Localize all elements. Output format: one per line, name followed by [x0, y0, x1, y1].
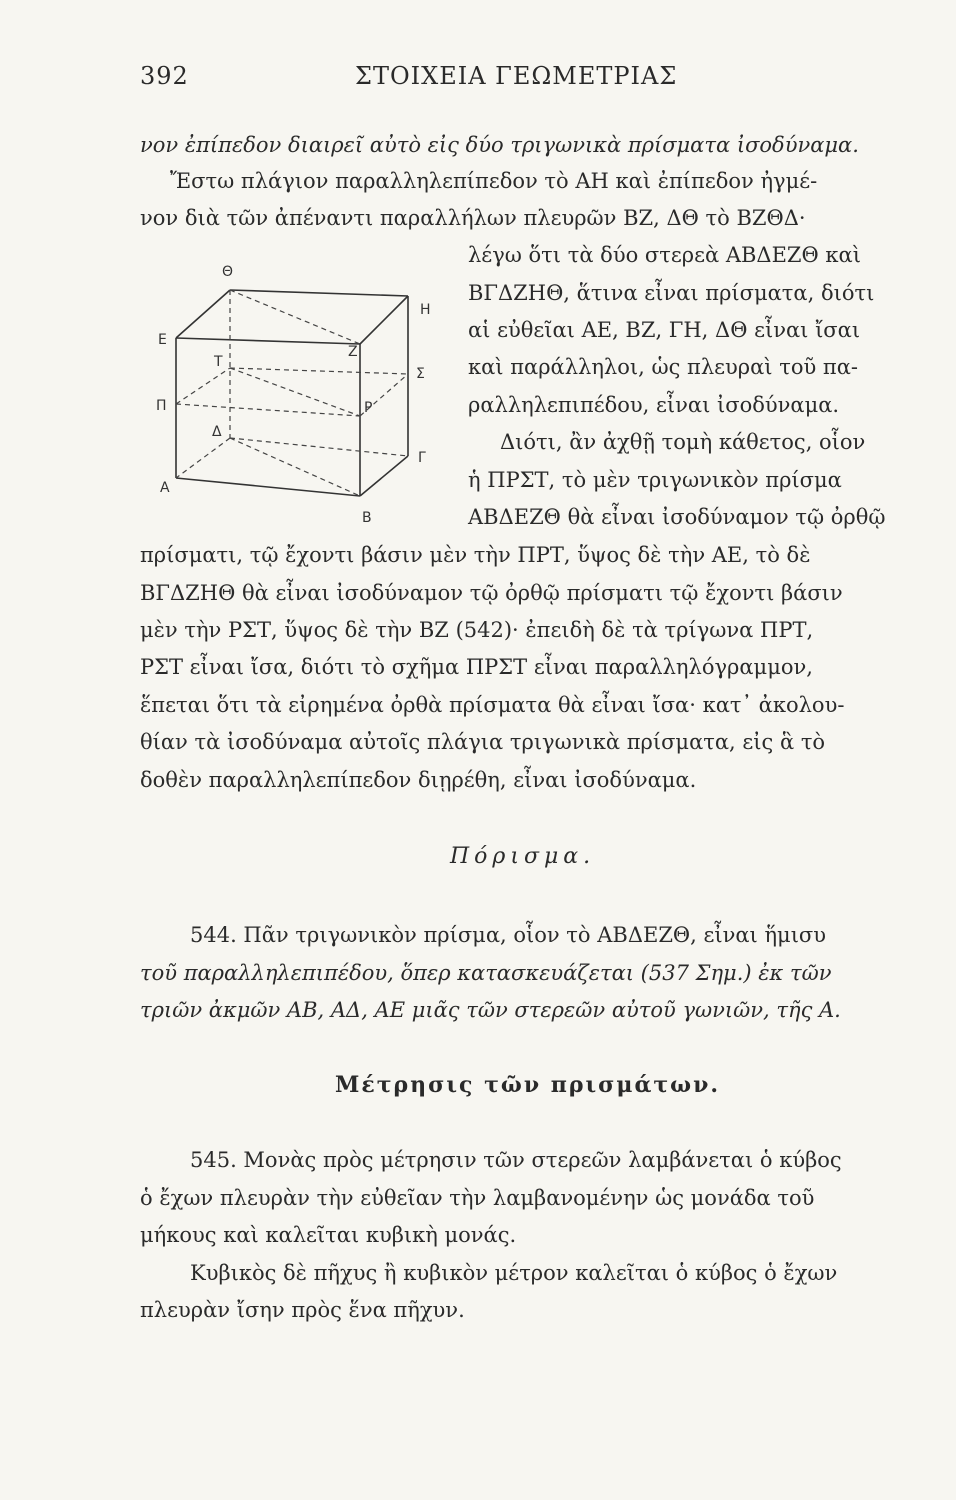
- text-line-10: ἡ ΠΡΣΤ, τὸ μὲν τριγωνικὸν πρίσμα: [468, 468, 842, 492]
- text-line-11: ΑΒΔΕΖΘ θὰ εἶναι ἰσοδύναμον τῷ ὀρθῷ: [468, 505, 886, 529]
- running-title: ΣΤΟΙΧΕΙΑ ΓΕΩΜΕΤΡΙΑΣ: [355, 62, 678, 90]
- edge-beta-gamma: [360, 456, 408, 496]
- text-line-7: καὶ παράλληλοι, ὡς πλευραὶ τοῦ πα-: [468, 355, 858, 379]
- edge-theta-epsilon: [176, 290, 230, 338]
- label-gamma: Γ: [418, 450, 426, 466]
- text-line-9: Διότι, ἂν ἀχθῇ τομὴ κάθετος, οἷον: [500, 430, 866, 454]
- edge-theta-eta: [230, 290, 408, 296]
- section-line-2: ὁ ἔχων πλευρὰν τὴν εὐθεῖαν τὴν λαμβανομένην ὡς μονάδα τοῦ: [140, 1186, 815, 1210]
- label-epsilon: Ε: [158, 332, 167, 348]
- text-line-2: Ἔστω πλάγιον παραλληλεπίπεδον τὸ ΑΗ καὶ ἐπίπεδον ἠγμέ-: [170, 169, 818, 193]
- label-beta: Β: [362, 510, 372, 526]
- text-line-16: ἕπεται ὅτι τὰ εἰρημένα ὀρθὰ πρίσματα θὰ εἶναι ἴσα· κατ᾽ ἀκολου-: [140, 693, 845, 717]
- section-line-5: πλευρὰν ἴσην πρὸς ἕνα πῆχυν.: [140, 1298, 465, 1322]
- text-line-6: αἱ εὐθεῖαι ΑΕ, ΒΖ, ΓΗ, ΔΘ εἶναι ἴσαι: [468, 318, 861, 342]
- label-tau: Τ: [214, 354, 223, 370]
- label-alpha: Α: [160, 480, 170, 496]
- hidden-edge-delta-gamma: [230, 438, 408, 456]
- figure-drawing: [148, 256, 448, 526]
- label-rho: Ρ: [364, 400, 373, 416]
- text-line-17: θίαν τὰ ἰσοδύναμα αὐτοῖς πλάγια τριγωνικὰ πρίσματα, εἰς ἃ τὸ: [140, 730, 826, 754]
- label-eta: Η: [420, 302, 431, 318]
- section-line-4: Κυβικὸς δὲ πῆχυς ἢ κυβικὸν μέτρον καλεῖται ὁ κύβος ὁ ἔχων: [190, 1261, 838, 1285]
- porisma-line-1: 544. Πᾶν τριγωνικὸν πρίσμα, οἷον τὸ ΑΒΔΕΖΘ, εἶναι ἥμισυ: [190, 923, 827, 947]
- section-line-3: μήκους καὶ καλεῖται κυβικὴ μονάς.: [140, 1223, 517, 1247]
- parallelepiped-figure: [148, 256, 448, 526]
- hidden-edge-delta-alpha: [176, 438, 230, 478]
- label-theta: Θ: [222, 264, 234, 280]
- hidden-diagonal-theta-zeta: [230, 290, 360, 344]
- label-delta: Δ: [212, 424, 222, 440]
- text-line-3: νον διὰ τῶν ἀπέναντι παραλλήλων πλευρῶν ΒΖ, ΔΘ τὸ ΒΖΘΔ·: [140, 206, 806, 230]
- edge-epsilon-zeta: [176, 338, 360, 344]
- text-line-5: ΒΓΔΖΗΘ, ἅτινα εἶναι πρίσματα, διότι: [468, 281, 875, 305]
- porisma-line-2: τοῦ παραλληλεπιπέδου, ὅπερ κατασκευάζεται (537 Σημ.) ἐκ τῶν: [140, 961, 832, 985]
- text-line-12: πρίσματι, τῷ ἔχοντι βάσιν μὲν τὴν ΠΡΤ, ὕψος δὲ τὴν ΑΕ, τὸ δὲ: [140, 543, 811, 567]
- section-line-1: 545. Μονὰς πρὸς μέτρησιν τῶν στερεῶν λαμβάνεται ὁ κύβος: [190, 1148, 842, 1172]
- section-tau-sigma: [230, 368, 408, 374]
- text-line-13: ΒΓΔΖΗΘ θὰ εἶναι ἰσοδύναμον τῷ ὀρθῷ πρίσματι τῷ ἔχοντι βάσιν: [140, 581, 843, 605]
- text-line-4: λέγω ὅτι τὰ δύο στερεὰ ΑΒΔΕΖΘ καὶ: [468, 243, 861, 267]
- section-pi-tau: [176, 368, 230, 404]
- porisma-line-3: τριῶν ἀκμῶν ΑΒ, ΑΔ, ΑΕ μιᾶς τῶν στερεῶν αὐτοῦ γωνιῶν, τῆς Α.: [140, 998, 841, 1022]
- section-heading: Μέτρησις τῶν πρισμάτων.: [335, 1072, 721, 1098]
- text-line-1: νον ἐπίπεδον διαιρεῖ αὐτὸ εἰς δύο τριγωνικὰ πρίσματα ἰσοδύναμα.: [140, 133, 859, 157]
- text-line-15: ΡΣΤ εἶναι ἴσα, διότι τὸ σχῆμα ΠΡΣΤ εἶναι παραλληλόγραμμον,: [140, 655, 813, 679]
- edge-alpha-beta: [176, 478, 360, 496]
- label-pi: Π: [156, 398, 167, 414]
- text-line-8: ραλληλεπιπέδου, εἶναι ἰσοδύναμα.: [468, 393, 840, 417]
- label-zeta: Ζ: [348, 344, 358, 360]
- label-sigma: Σ: [416, 366, 425, 382]
- edge-eta-zeta: [360, 296, 408, 344]
- text-line-14: μὲν τὴν ΡΣΤ, ὕψος δὲ τὴν ΒΖ (542)· ἐπειδὴ δὲ τὰ τρίγωνα ΠΡΤ,: [140, 618, 814, 642]
- page-number: 392: [140, 62, 189, 90]
- page-header: [140, 62, 900, 102]
- porisma-heading: Πόρισμα.: [450, 844, 596, 869]
- text-line-18: δοθὲν παραλληλεπίπεδον διῃρέθη, εἶναι ἰσοδύναμα.: [140, 768, 697, 792]
- hidden-diagonal-delta-beta: [230, 438, 360, 496]
